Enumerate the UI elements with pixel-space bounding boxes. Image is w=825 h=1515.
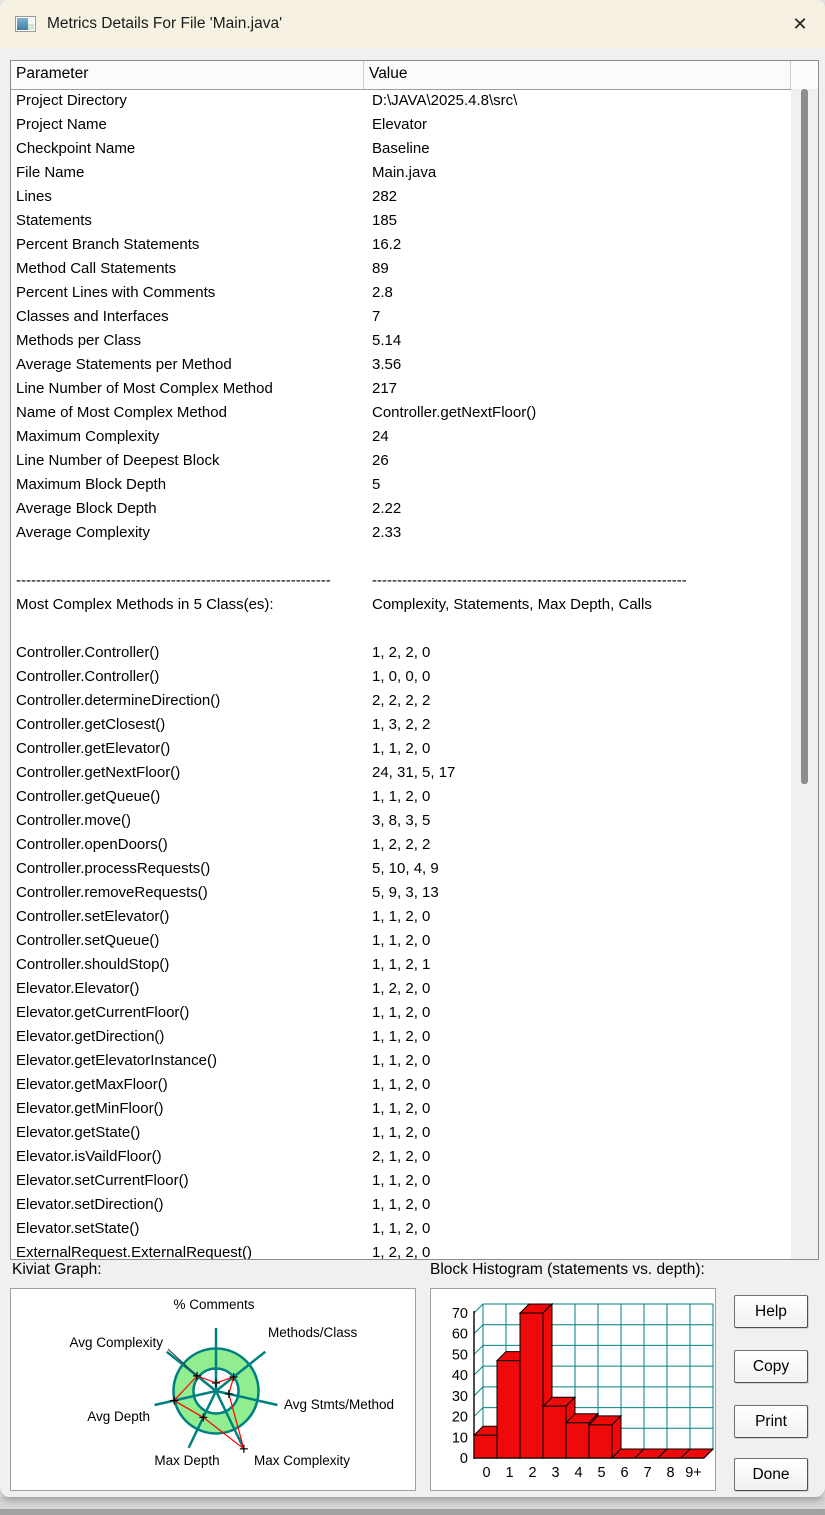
cell-parameter: Average Block Depth: [16, 500, 157, 517]
cell-parameter: Controller.getNextFloor(): [16, 764, 181, 781]
table-row[interactable]: [11, 809, 791, 833]
cell-parameter: Statements: [16, 212, 92, 229]
cell-parameter: Checkpoint Name: [16, 140, 136, 157]
cell-value: 1, 1, 2, 0: [372, 1100, 431, 1117]
cell-value: 1, 3, 2, 2: [372, 716, 431, 733]
cell-value: [372, 545, 791, 569]
cell-value: ---------------------------------------------------------------: [372, 572, 687, 589]
cell-value: 1, 2, 2, 2: [372, 836, 431, 853]
cell-value: 1, 1, 2, 0: [372, 1028, 431, 1045]
print-button[interactable]: Print: [734, 1405, 808, 1438]
kiviat-axis-label: % Comments: [173, 1297, 255, 1312]
table-row[interactable]: [11, 1097, 791, 1121]
table-row[interactable]: [11, 329, 791, 353]
cell-value: [372, 617, 791, 641]
cell-parameter: Elevator.getDirection(): [16, 1028, 165, 1045]
histogram-y-tick: 10: [451, 1430, 468, 1447]
cell-parameter: Controller.processRequests(): [16, 860, 211, 877]
column-header-filler: [791, 61, 818, 89]
table-row[interactable]: [11, 617, 791, 641]
cell-parameter: Project Name: [16, 116, 107, 133]
cell-value: Controller.getNextFloor(): [372, 404, 537, 421]
histogram-y-tick: 0: [459, 1451, 468, 1467]
cell-parameter: Average Statements per Method: [16, 356, 232, 373]
cell-parameter: Classes and Interfaces: [16, 308, 169, 325]
cell-parameter: Controller.getElevator(): [16, 740, 171, 757]
cell-parameter: Most Complex Methods in 5 Class(es):: [16, 596, 274, 613]
kiviat-axis-label: Avg Depth: [87, 1409, 150, 1424]
cell-value: 1, 1, 2, 1: [372, 956, 431, 973]
cell-value: 3, 8, 3, 5: [372, 812, 431, 829]
table-row[interactable]: [11, 1001, 791, 1025]
cell-parameter: Elevator.getMaxFloor(): [16, 1076, 168, 1093]
cell-value: 1, 1, 2, 0: [372, 1004, 431, 1021]
cell-parameter: Method Call Statements: [16, 260, 177, 277]
table-row[interactable]: [11, 1025, 791, 1049]
histogram-y-tick: 70: [451, 1306, 468, 1322]
histogram-x-tick: 5: [597, 1465, 606, 1481]
cell-parameter: [11, 545, 372, 569]
histogram-x-tick: 0: [482, 1465, 491, 1481]
done-button[interactable]: Done: [734, 1458, 808, 1491]
table-row[interactable]: [11, 977, 791, 1001]
scrollbar-thumb[interactable]: [801, 89, 808, 784]
cell-value: 1, 1, 2, 0: [372, 1052, 431, 1069]
histogram-x-tick: 2: [528, 1465, 537, 1481]
cell-value: 16.2: [372, 236, 402, 253]
table-row[interactable]: [11, 1241, 791, 1259]
table-row[interactable]: [11, 689, 791, 713]
cell-parameter: Elevator.setDirection(): [16, 1196, 164, 1213]
cell-value: 1, 1, 2, 0: [372, 1124, 431, 1141]
table-row[interactable]: [11, 89, 791, 113]
table-row[interactable]: [11, 857, 791, 881]
histogram-y-tick: 20: [451, 1409, 468, 1426]
cell-value: 1, 2, 2, 0: [372, 644, 431, 661]
cell-value: 2, 2, 2, 2: [372, 692, 431, 709]
cell-parameter: Controller.setElevator(): [16, 908, 170, 925]
background-strip-light: [0, 1497, 825, 1509]
table-row[interactable]: [11, 1193, 791, 1217]
table-row[interactable]: [11, 353, 791, 377]
cell-value: 2, 1, 2, 0: [372, 1148, 431, 1165]
cell-value: 5: [372, 476, 381, 493]
close-icon[interactable]: ✕: [792, 13, 808, 34]
cell-parameter: Percent Lines with Comments: [16, 284, 216, 301]
help-button[interactable]: Help: [734, 1295, 808, 1328]
cell-parameter: Methods per Class: [16, 332, 142, 349]
table-row[interactable]: [11, 281, 791, 305]
table-row[interactable]: [11, 497, 791, 521]
histogram-y-tick: 30: [451, 1388, 468, 1405]
table-row[interactable]: [11, 905, 791, 929]
cell-value: 1, 1, 2, 0: [372, 1220, 431, 1237]
table-row[interactable]: [11, 233, 791, 257]
cell-parameter: Controller.Controller(): [16, 644, 160, 661]
cell-parameter: Controller.openDoors(): [16, 836, 168, 853]
cell-parameter: Elevator.getCurrentFloor(): [16, 1004, 190, 1021]
cell-parameter: Elevator.getElevatorInstance(): [16, 1052, 217, 1069]
histogram-x-tick: 4: [574, 1465, 583, 1481]
cell-parameter: Elevator.getState(): [16, 1124, 141, 1141]
kiviat-axis-label: Avg Complexity: [69, 1335, 163, 1350]
cell-parameter: Line Number of Deepest Block: [16, 452, 220, 469]
block-histogram-chart: [430, 1288, 716, 1491]
app-window-icon: [15, 16, 36, 32]
cell-parameter: Elevator.getMinFloor(): [16, 1100, 164, 1117]
histogram-x-tick: 8: [666, 1465, 675, 1481]
cell-parameter: Project Directory: [16, 92, 127, 109]
cell-value: Main.java: [372, 164, 437, 181]
table-row[interactable]: [11, 1145, 791, 1169]
histogram-x-tick: 3: [551, 1465, 560, 1481]
cell-value: 282: [372, 188, 398, 205]
cell-value: 3.56: [372, 356, 402, 373]
vertical-scrollbar[interactable]: [791, 89, 818, 1259]
background-strip-dark: [0, 1509, 825, 1515]
table-row[interactable]: [11, 473, 791, 497]
cell-value: 1, 2, 2, 0: [372, 980, 431, 997]
table-row[interactable]: [11, 1169, 791, 1193]
cell-parameter: Line Number of Most Complex Method: [16, 380, 273, 397]
column-header-value[interactable]: Value: [364, 61, 791, 89]
cell-parameter: Percent Branch Statements: [16, 236, 200, 253]
table-row[interactable]: [11, 641, 791, 665]
cell-parameter: [11, 617, 372, 641]
cell-value: 5, 10, 4, 9: [372, 860, 439, 877]
histogram-x-tick: 9+: [685, 1465, 702, 1481]
table-row[interactable]: [11, 425, 791, 449]
table-row[interactable]: [11, 953, 791, 977]
cell-value: 2.22: [372, 500, 402, 517]
table-row[interactable]: [11, 209, 791, 233]
cell-value: 7: [372, 308, 381, 325]
table-row[interactable]: [11, 185, 791, 209]
table-row[interactable]: [11, 713, 791, 737]
cell-value: 24: [372, 428, 389, 445]
kiviat-graph-label: Kiviat Graph:: [12, 1261, 102, 1278]
cell-parameter: Controller.shouldStop(): [16, 956, 170, 973]
kiviat-axis-label: Methods/Class: [268, 1325, 358, 1340]
title-bar: [0, 0, 825, 48]
cell-parameter: Controller.Controller(): [16, 668, 160, 685]
cell-parameter: Controller.move(): [16, 812, 132, 829]
table-row[interactable]: [11, 833, 791, 857]
cell-parameter: Elevator.setCurrentFloor(): [16, 1172, 189, 1189]
cell-value: 5.14: [372, 332, 402, 349]
cell-parameter: Controller.removeRequests(): [16, 884, 208, 901]
table-row[interactable]: [11, 1049, 791, 1073]
table-row[interactable]: [11, 545, 791, 569]
block-histogram-label: Block Histogram (statements vs. depth):: [430, 1261, 705, 1278]
cell-value: Complexity, Statements, Max Depth, Calls: [372, 596, 652, 613]
cell-value: 1, 2, 2, 0: [372, 1244, 431, 1259]
histogram-y-tick: 60: [451, 1326, 468, 1343]
cell-parameter: File Name: [16, 164, 85, 181]
table-row[interactable]: [11, 1217, 791, 1241]
cell-value: 24, 31, 5, 17: [372, 764, 456, 781]
cell-parameter: Controller.determineDirection(): [16, 692, 221, 709]
table-row[interactable]: [11, 521, 791, 545]
kiviat-graph: [10, 1288, 416, 1491]
table-row[interactable]: [11, 761, 791, 785]
cell-parameter: Elevator.Elevator(): [16, 980, 140, 997]
kiviat-axis-label: Max Complexity: [253, 1453, 351, 1468]
histogram-y-tick: 50: [451, 1347, 468, 1364]
cell-value: 1, 1, 2, 0: [372, 740, 431, 757]
histogram-x-tick: 7: [643, 1465, 652, 1481]
cell-parameter: Elevator.isVaildFloor(): [16, 1148, 162, 1165]
cell-value: 2.33: [372, 524, 402, 541]
metrics-rows: [11, 89, 791, 1259]
histogram-x-tick: 1: [505, 1465, 514, 1481]
cell-parameter: ---------------------------------------------------------------: [16, 572, 331, 589]
table-row[interactable]: [11, 161, 791, 185]
cell-parameter: Controller.setQueue(): [16, 932, 160, 949]
column-header-parameter[interactable]: Parameter: [11, 61, 364, 89]
cell-value: 1, 1, 2, 0: [372, 908, 431, 925]
cell-value: 1, 1, 2, 0: [372, 788, 431, 805]
cell-parameter: Name of Most Complex Method: [16, 404, 227, 421]
cell-value: 185: [372, 212, 398, 229]
table-row[interactable]: [11, 377, 791, 401]
cell-parameter: Maximum Complexity: [16, 428, 160, 445]
cell-value: 1, 1, 2, 0: [372, 1196, 431, 1213]
table-row[interactable]: [11, 593, 791, 617]
cell-value: 1, 1, 2, 0: [372, 1076, 431, 1093]
table-row[interactable]: [11, 1121, 791, 1145]
cell-value: 5, 9, 3, 13: [372, 884, 439, 901]
table-row[interactable]: [11, 1073, 791, 1097]
table-row[interactable]: [11, 569, 791, 593]
cell-parameter: Controller.getQueue(): [16, 788, 161, 805]
table-row[interactable]: [11, 305, 791, 329]
table-row[interactable]: [11, 449, 791, 473]
kiviat-axis-label: Max Depth: [154, 1453, 220, 1468]
cell-value: D:\JAVA\2025.4.8\src\: [372, 92, 518, 109]
copy-button[interactable]: Copy: [734, 1350, 808, 1383]
table-row[interactable]: [11, 401, 791, 425]
list-header: [11, 61, 818, 90]
cell-value: 2.8: [372, 284, 393, 301]
table-row[interactable]: [11, 257, 791, 281]
cell-parameter: Average Complexity: [16, 524, 150, 541]
table-row[interactable]: [11, 881, 791, 905]
histogram-y-tick: 40: [451, 1368, 468, 1385]
cell-value: Elevator: [372, 116, 428, 133]
kiviat-axis-label: Avg Stmts/Method: [284, 1397, 395, 1412]
cell-value: Baseline: [372, 140, 430, 157]
table-row[interactable]: [11, 737, 791, 761]
cell-value: 1, 1, 2, 0: [372, 932, 431, 949]
histogram-x-tick: 6: [620, 1465, 629, 1481]
window-title: Metrics Details For File 'Main.java': [47, 15, 283, 32]
metrics-list: [10, 60, 819, 1260]
table-row[interactable]: [11, 137, 791, 161]
table-row[interactable]: [11, 665, 791, 689]
cell-value: 1, 1, 2, 0: [372, 1172, 431, 1189]
cell-value: 26: [372, 452, 389, 469]
cell-parameter: Lines: [16, 188, 52, 205]
table-row[interactable]: [11, 929, 791, 953]
cell-parameter: ExternalRequest.ExternalRequest(): [16, 1244, 252, 1259]
cell-value: 217: [372, 380, 398, 397]
cell-parameter: Maximum Block Depth: [16, 476, 167, 493]
cell-parameter: Controller.getClosest(): [16, 716, 166, 733]
cell-value: 1, 0, 0, 0: [372, 668, 431, 685]
cell-parameter: Elevator.setState(): [16, 1220, 140, 1237]
table-row[interactable]: [11, 785, 791, 809]
table-row[interactable]: [11, 113, 791, 137]
cell-value: 89: [372, 260, 389, 277]
